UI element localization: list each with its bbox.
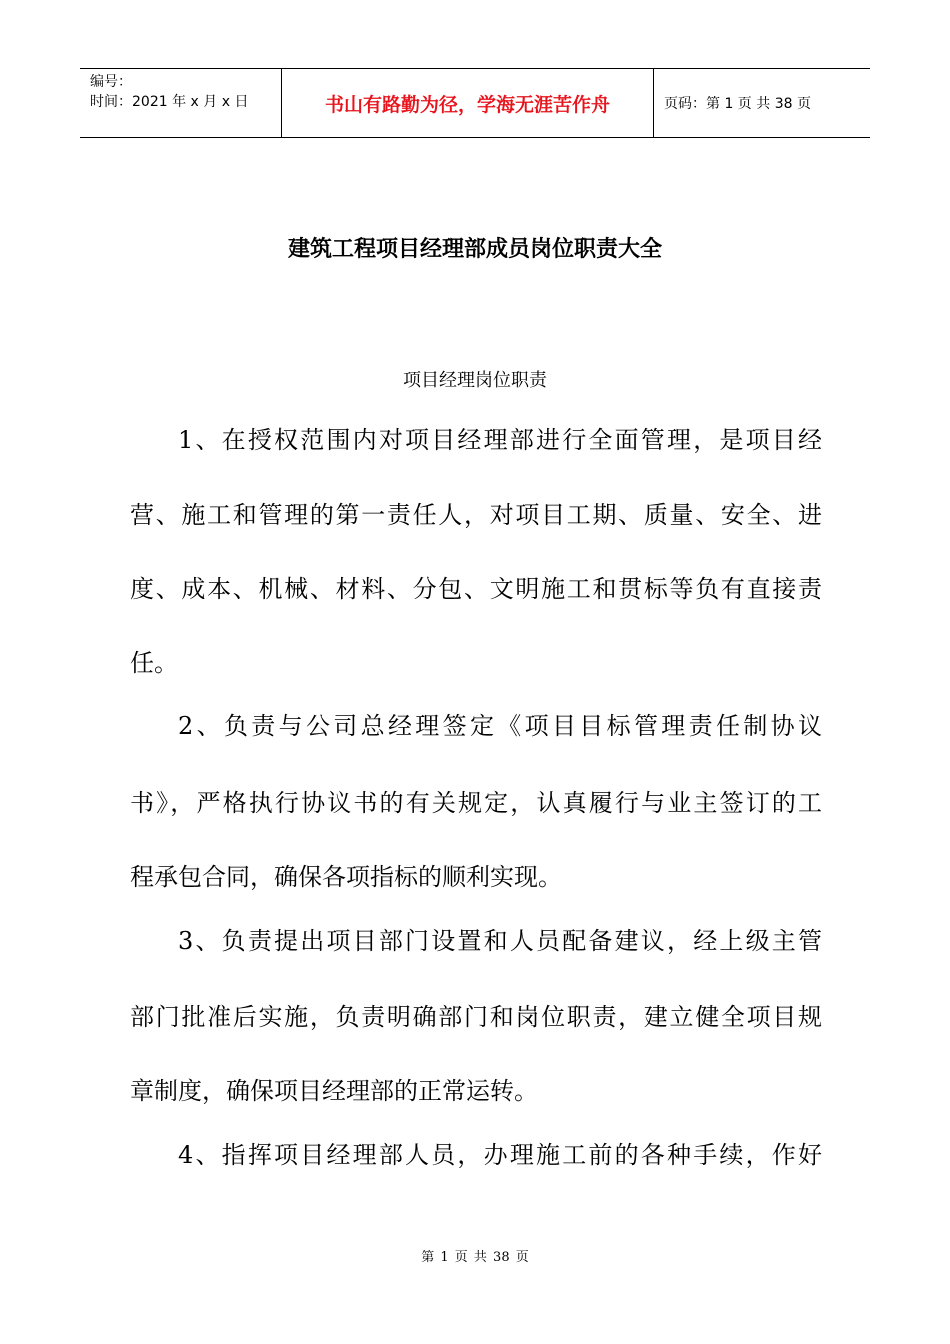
header-meta-cell [80,69,282,137]
motto: 书山有路勤为径，学海无涯苦作舟 [282,69,654,137]
body-line: 章制度，确保项目经理部的正常运转。 [130,1077,538,1105]
body-line: 部门批准后实施，负责明确部门和岗位职责，建立健全项目规 [130,1003,822,1031]
page-info: 页码：第 1 页 共 38 页 [664,96,811,112]
number-label: 编号： [90,74,132,90]
document-title: 建筑工程项目经理部成员岗位职责大全 [287,237,662,262]
body-line: 2、负责与公司总经理签定《项目目标管理责任制协议 [178,712,822,740]
body-line: 3、负责提出项目部门设置和人员配备建议，经上级主管 [178,927,822,955]
body-line: 程承包合同，确保各项指标的顺利实现。 [130,863,562,891]
section-title: 项目经理岗位职责 [403,370,547,391]
body-line: 度、成本、机械、材料、分包、文明施工和贯标等负有直接责 [130,575,822,603]
page-footer: 第 1 页 共 38 页 [421,1250,529,1265]
body-line: 1、在授权范围内对项目经理部进行全面管理，是项目经 [178,426,822,454]
header-table [80,68,870,138]
time-label: 时间：2021 年 x 月 x 日 [90,94,249,110]
body-line: 任。 [130,649,178,677]
body-line: 营、施工和管理的第一责任人，对项目工期、质量、安全、进 [130,501,822,529]
body-line: 书》，严格执行协议书的有关规定，认真履行与业主签订的工 [130,789,822,817]
body-line: 4、指挥项目经理部人员，办理施工前的各种手续，作好 [178,1141,822,1169]
